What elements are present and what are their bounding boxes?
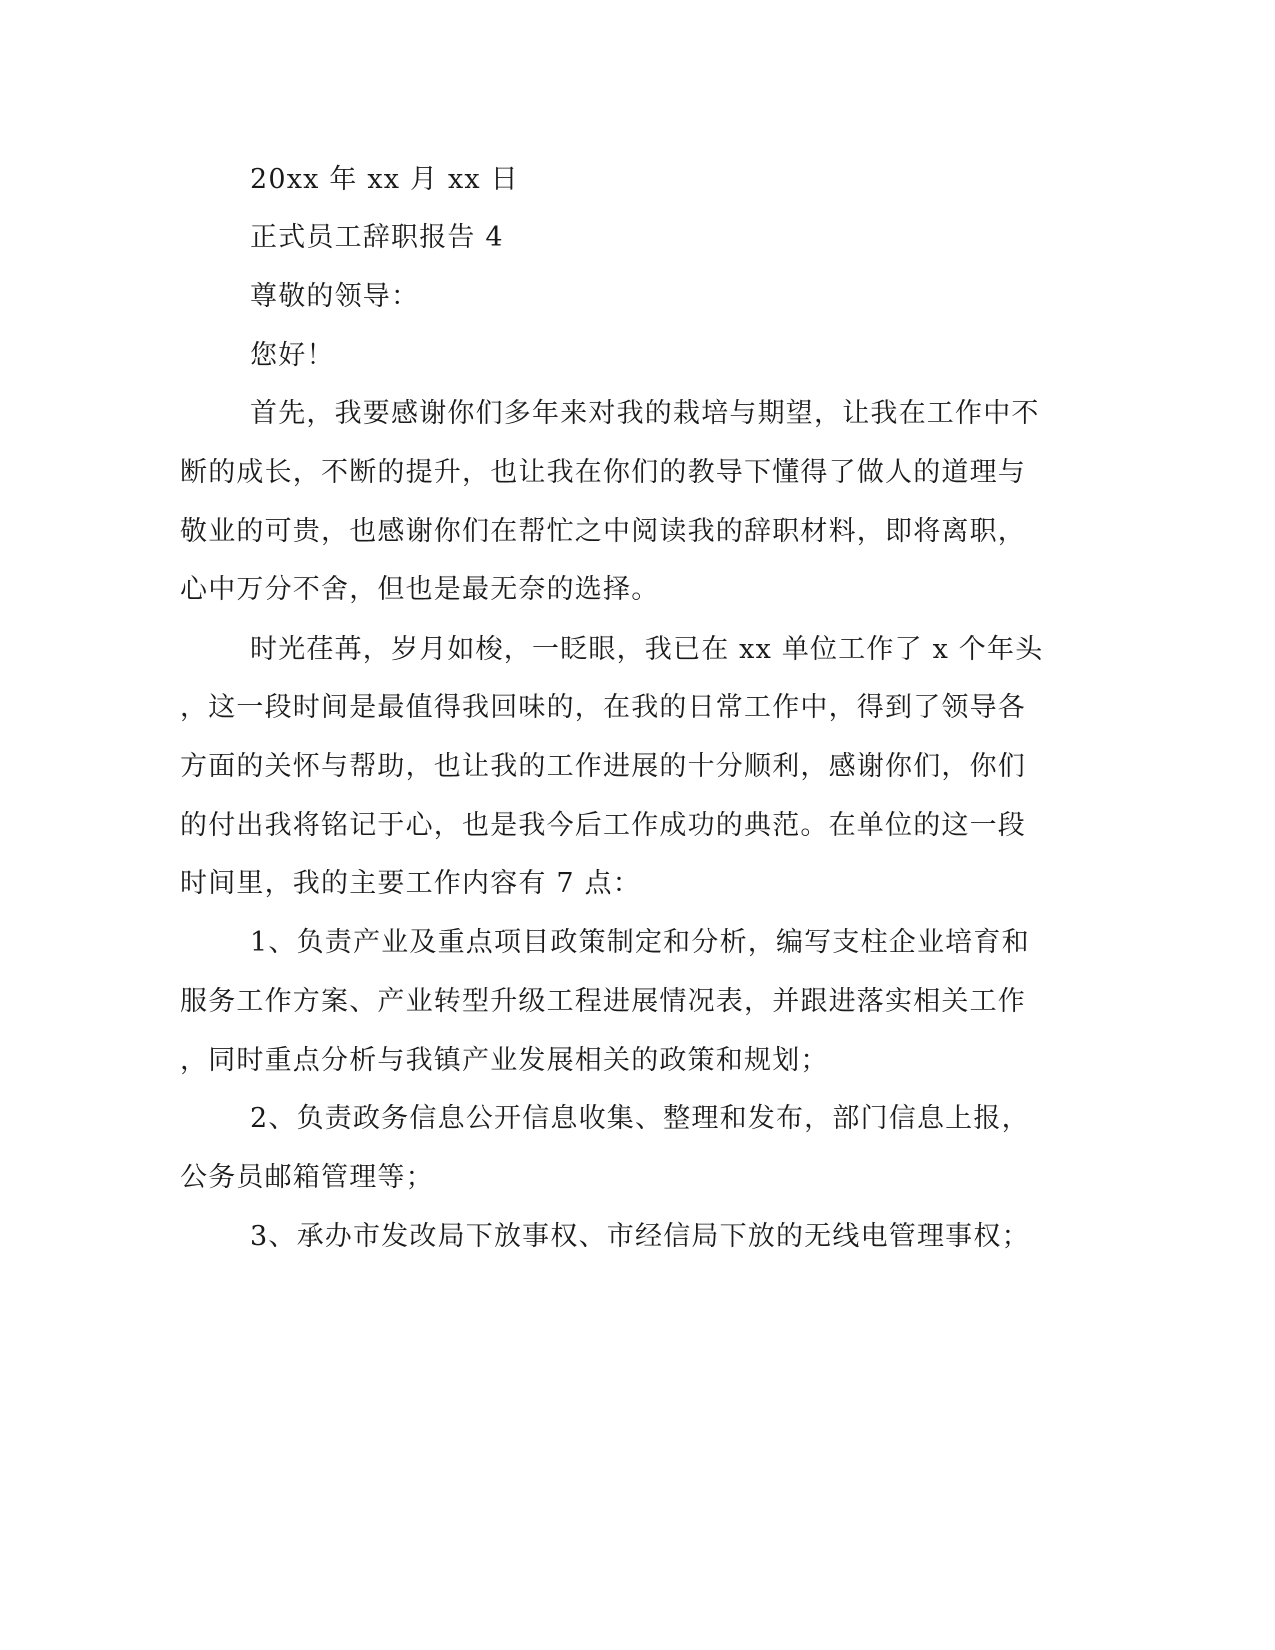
- paragraph-line: 敬业的可贵，也感谢你们在帮忙之中阅读我的辞职材料，即将离职，: [180, 516, 1026, 547]
- paragraph-line: ，这一段时间是最值得我回味的，在我的日常工作中，得到了领导各: [180, 692, 1026, 723]
- greeting: 您好！: [250, 340, 335, 371]
- paragraph-line: 心中万分不舍，但也是最无奈的选择。: [180, 574, 660, 605]
- list-item-line: 服务工作方案、产业转型升级工程进展情况表，并跟进落实相关工作: [180, 986, 1026, 1017]
- list-item-line: 公务员邮箱管理等；: [180, 1162, 434, 1193]
- paragraph-line: 时间里，我的主要工作内容有 7 点：: [180, 868, 641, 899]
- paragraph-line: 的付出我将铭记于心，也是我今后工作成功的典范。在单位的这一段: [180, 810, 1026, 841]
- paragraph-line: 断的成长，不断的提升，也让我在你们的教导下懂得了做人的道理与: [180, 457, 1026, 488]
- salutation: 尊敬的领导：: [250, 281, 420, 312]
- list-item-line: 3、承办市发改局下放事权、市经信局下放的无线电管理事权；: [250, 1221, 1030, 1252]
- list-item-line: 1、负责产业及重点项目政策制定和分析，编写支柱企业培育和: [250, 927, 1030, 958]
- document-title: 正式员工辞职报告 4: [250, 222, 504, 253]
- paragraph-line: 首先，我要感谢你们多年来对我的栽培与期望，让我在工作中不: [250, 398, 1040, 429]
- paragraph-line: 时光荏苒，岁月如梭，一眨眼，我已在 xx 单位工作了 x 个年头: [250, 634, 1044, 665]
- document-date: 20xx 年 xx 月 xx 日: [250, 164, 519, 195]
- list-item-line: 2、负责政务信息公开信息收集、整理和发布，部门信息上报，: [250, 1103, 1030, 1134]
- paragraph-line: 方面的关怀与帮助，也让我的工作进展的十分顺利，感谢你们，你们: [180, 751, 1026, 782]
- list-item-line: ，同时重点分析与我镇产业发展相关的政策和规划；: [180, 1045, 829, 1076]
